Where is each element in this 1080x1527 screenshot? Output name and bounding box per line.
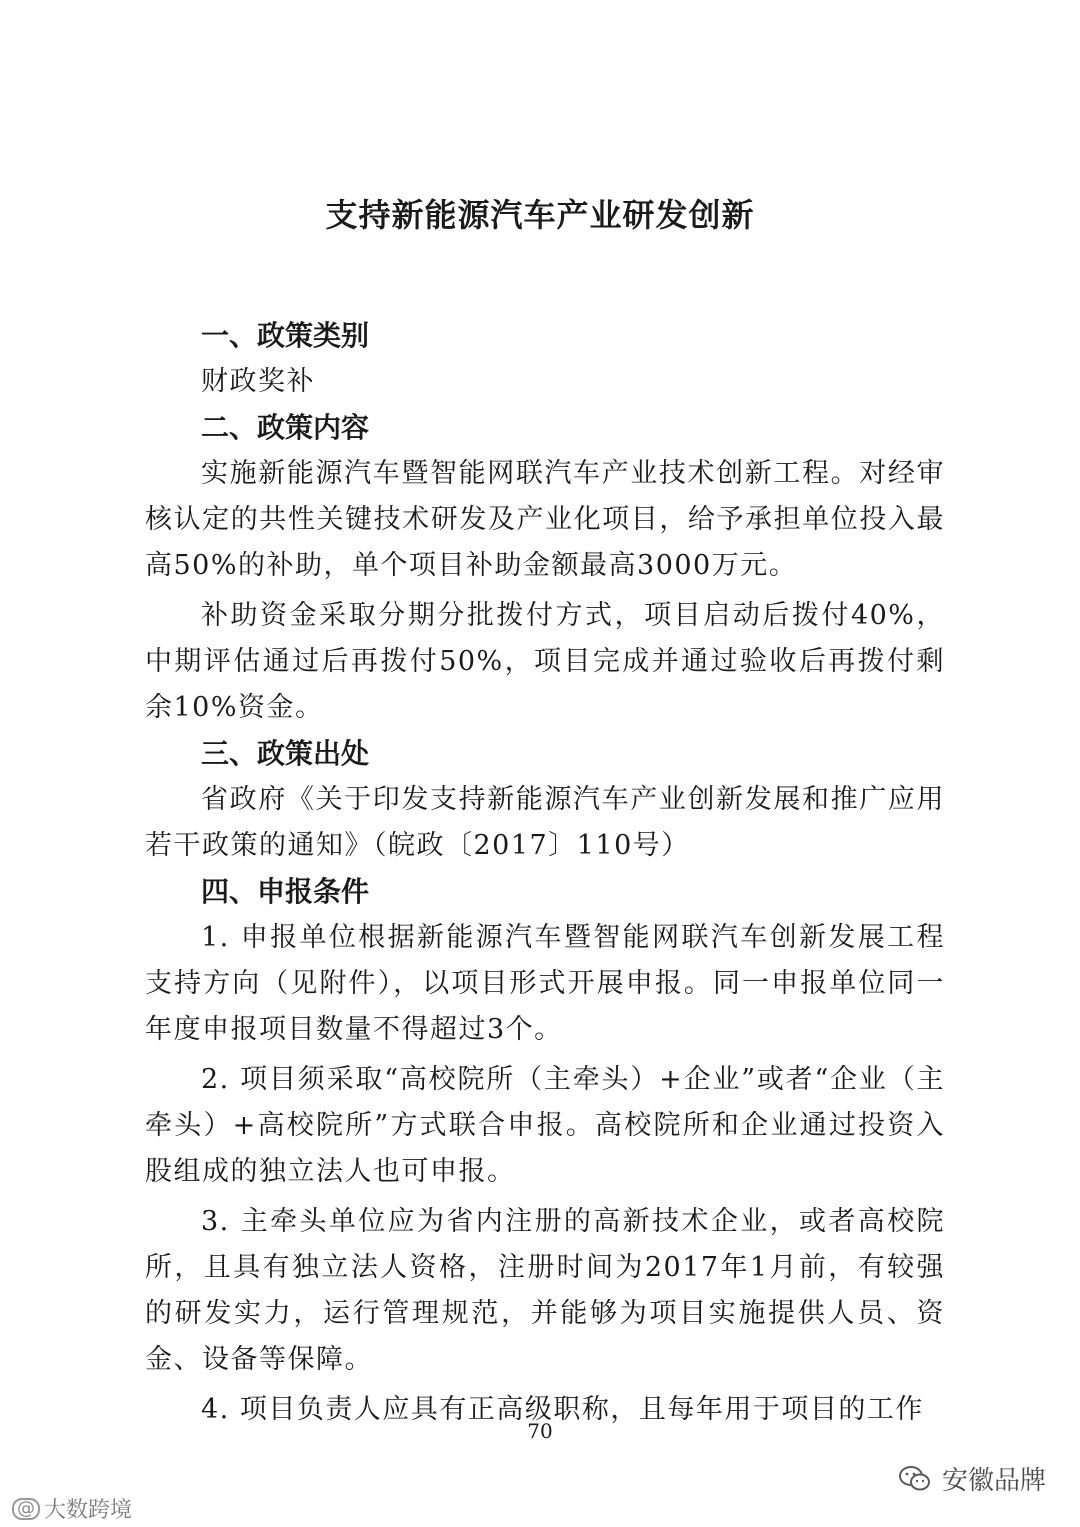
watermark-left bbox=[12, 1493, 132, 1524]
paragraph: 省政府《关于印发支持新能源汽车产业创新发展和推广应用若干政策的通知》（皖政〔2017〕110号） bbox=[145, 784, 945, 861]
section-heading-conditions: 四、申报条件 bbox=[201, 875, 370, 908]
page-number: 70 bbox=[527, 1419, 553, 1443]
watermark-right-text: 安徽品牌 bbox=[941, 1466, 1046, 1496]
section-heading-category: 一、政策类别 bbox=[201, 319, 370, 352]
paragraph: 财政奖补 bbox=[201, 366, 315, 397]
document-body bbox=[145, 313, 945, 1433]
watermark-right bbox=[898, 1460, 1046, 1497]
section-heading-content: 二、政策内容 bbox=[201, 411, 370, 444]
bubble-logo-icon: @ bbox=[12, 1498, 40, 1520]
paragraph: 2. 项目须采取“高校院所（主牵头）+企业”或者“企业（主牵头）+高校院所”方式联合申报。高校院所和企业通过投资入股组成的独立法人也可申报。 bbox=[145, 1064, 945, 1187]
section-heading-source: 三、政策出处 bbox=[201, 737, 370, 770]
document-title: 支持新能源汽车产业研发创新 bbox=[325, 196, 755, 234]
wechat-icon bbox=[898, 1465, 932, 1493]
paragraph: 3. 主牵头单位应为省内注册的高新技术企业，或者高校院所，且具有独立法人资格，注册时间为2017年1月前，有较强的研发实力，运行管理规范，并能够为项目实施提供人员、资金、设备等保障。 bbox=[145, 1206, 945, 1375]
paragraph: 1. 申报单位根据新能源汽车暨智能网联汽车创新发展工程支持方向（见附件），以项目形式开展申报。同一申报单位同一年度申报项目数量不得超过3个。 bbox=[145, 922, 945, 1045]
watermark-left-text: 大数跨境 bbox=[44, 1498, 133, 1523]
paragraph: 实施新能源汽车暨智能网联汽车产业技术创新工程。对经审核认定的共性关键技术研发及产业化项目，给予承担单位投入最高50%的补助，单个项目补助金额最高3000万元。 bbox=[145, 458, 945, 581]
paragraph: 补助资金采取分期分批拨付方式，项目启动后拨付40%，中期评估通过后再拨付50%，项目完成并通过验收后再拨付剩余10%资金。 bbox=[145, 600, 945, 723]
paragraph: 4. 项目负责人应具有正高级职称，且每年用于项目的工作 bbox=[201, 1394, 924, 1425]
